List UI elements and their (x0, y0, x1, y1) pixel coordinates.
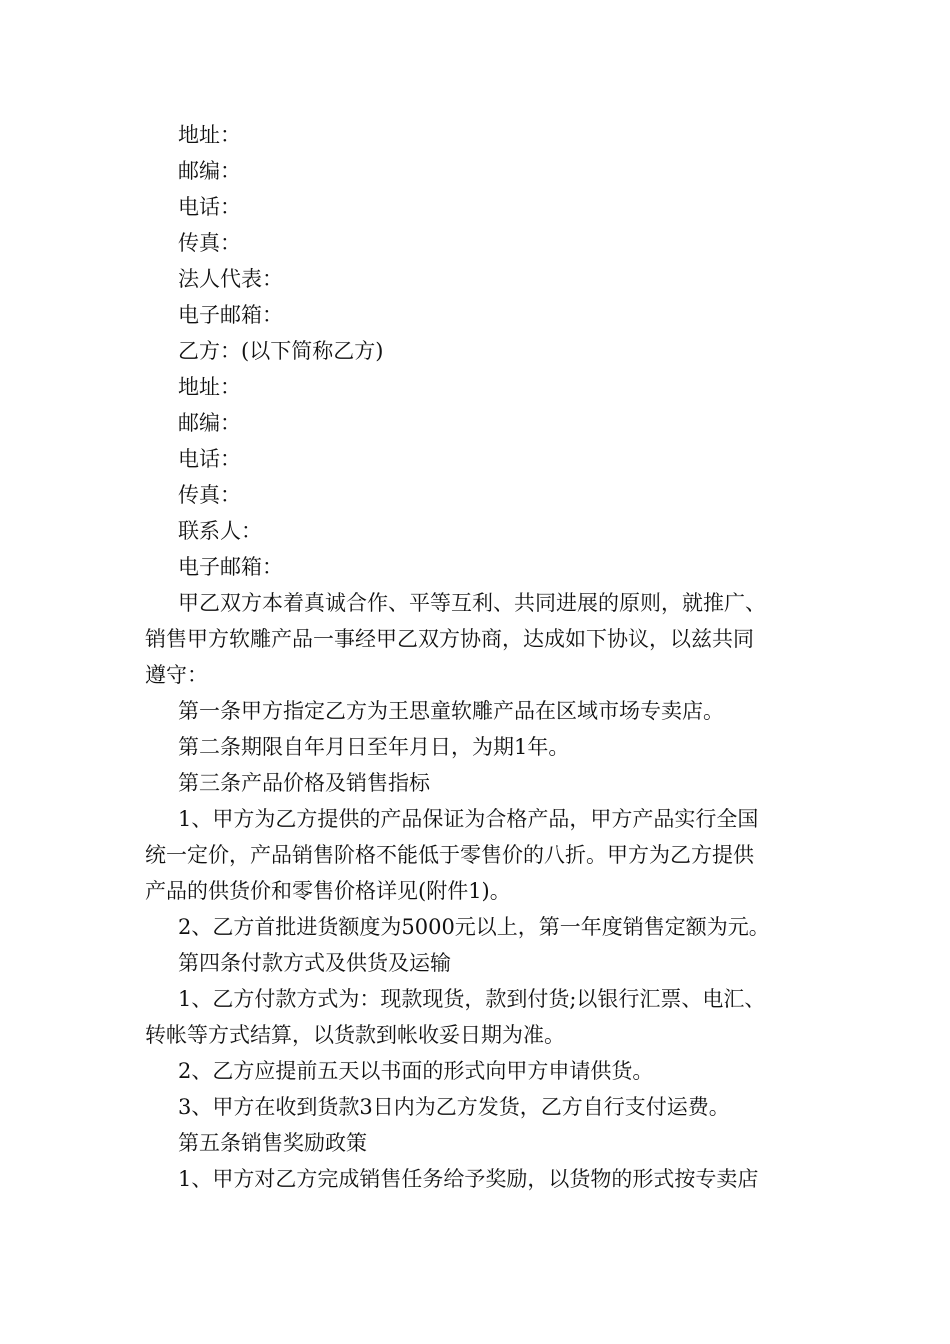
document-line: 3、甲方在收到货款3日内为乙方发货，乙方自行支付运费。 (178, 1095, 730, 1119)
document-line: 统一定价，产品销售阶格不能低于零售价的八折。甲方为乙方提供 (145, 843, 754, 867)
document-line: 电子邮箱： (178, 303, 283, 327)
document-line: 传真： (178, 483, 241, 507)
document-line: 邮编： (178, 159, 241, 183)
document-line: 销售甲方软雕产品一事经甲乙双方协商，达成如下协议，以兹共同 (145, 627, 754, 651)
document-line: 电子邮箱： (178, 555, 283, 579)
document-line: 遵守： (145, 663, 208, 687)
document-line: 甲乙双方本着真诚合作、平等互利、共同进展的原则，就推广、 (178, 591, 766, 615)
document-line: 第四条付款方式及供货及运输 (178, 951, 451, 975)
document-line: 2、乙方应提前五天以书面的形式向甲方申请供货。 (178, 1059, 654, 1083)
document-line: 1、乙方付款方式为：现款现货，款到付货;以银行汇票、电汇、 (178, 987, 766, 1011)
document-line: 联系人： (178, 519, 262, 543)
document-line: 乙方：(以下简称乙方) (178, 339, 384, 363)
document-line: 法人代表： (178, 267, 283, 291)
document-body (145, 117, 805, 1197)
document-line: 产品的供货价和零售价格详见(附件1)。 (145, 879, 511, 903)
document-line: 地址： (178, 375, 241, 399)
document-line: 第五条销售奖励政策 (178, 1131, 367, 1155)
document-line: 传真： (178, 231, 241, 255)
document-line: 第二条期限自年月日至年月日，为期1年。 (178, 735, 570, 759)
document-line: 电话： (178, 195, 241, 219)
document-line: 电话： (178, 447, 241, 471)
document-line: 1、甲方为乙方提供的产品保证为合格产品，甲方产品实行全国 (178, 807, 759, 831)
document-line: 转帐等方式结算，以货款到帐收妥日期为准。 (145, 1023, 565, 1047)
document-line: 2、乙方首批进货额度为5000元以上，第一年度销售定额为元。 (178, 915, 770, 939)
document-line: 邮编： (178, 411, 241, 435)
document-line: 地址： (178, 123, 241, 147)
document-line: 第三条产品价格及销售指标 (178, 771, 430, 795)
document-line: 第一条甲方指定乙方为王思童软雕产品在区域市场专卖店。 (178, 699, 724, 723)
document-line: 1、甲方对乙方完成销售任务给予奖励，以货物的形式按专卖店 (178, 1167, 759, 1191)
